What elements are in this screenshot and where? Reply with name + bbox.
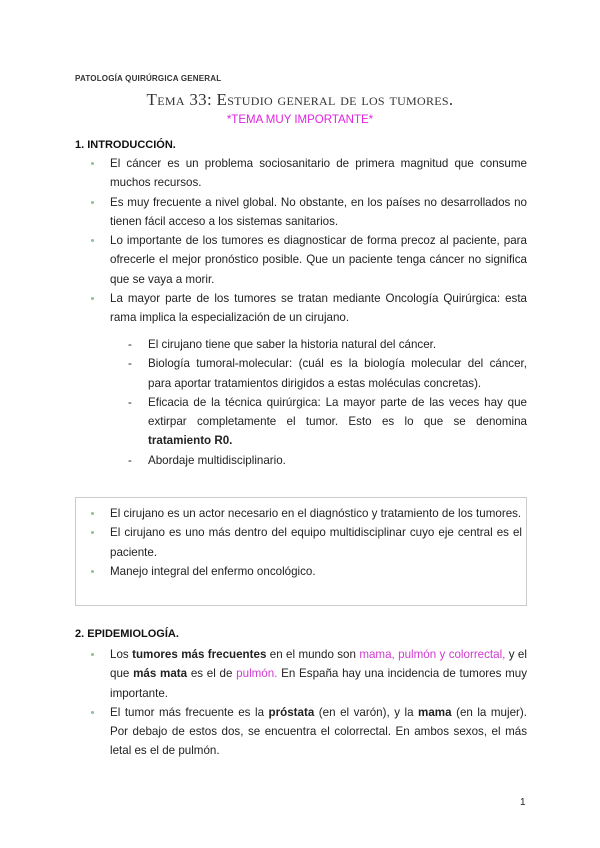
- bold-text: tratamiento R0.: [148, 434, 233, 448]
- sub-list: [128, 335, 527, 470]
- list-item: - Abordaje multidisciplinario.: [128, 451, 527, 470]
- list-item: El cirujano es uno más dentro del equipo multidisciplinar cuyo eje central es el paciente.: [90, 523, 522, 562]
- text: En España hay una incidencia de tumores muy importante.: [110, 667, 527, 700]
- highlight-text: pulmón.: [236, 667, 278, 681]
- list-item: - Biología tumoral-molecular: (cuál es la biología molecular del cáncer, para aportar tratamientos dirigidos a estas moléculas concretas).: [128, 354, 527, 393]
- bold-text: mama: [418, 705, 452, 719]
- subtitle: *TEMA MUY IMPORTANTE*: [226, 114, 374, 126]
- text: (en la mujer). Por debajo de estos dos, se encuentra el colorrectal. En ambos sexos, el más letal es el de pulmón.: [110, 705, 527, 758]
- text: y el que: [110, 648, 527, 681]
- list-item: Manejo integral del enfermo oncológico.: [90, 562, 522, 581]
- highlight-text: mama, pulmón y colorrectal,: [359, 648, 506, 661]
- summary-box: [75, 497, 527, 606]
- bullet-list: [90, 154, 527, 328]
- document-title: Tema 33: Estudio general de los tumores.: [146, 90, 454, 109]
- list-item: [90, 645, 527, 703]
- text: Los: [110, 648, 129, 661]
- list-item: El cáncer es un problema sociosanitario de primera magnitud que consume muchos recursos.: [90, 154, 527, 193]
- text: El tumor más frecuente es la: [110, 705, 265, 719]
- list-item: [90, 703, 527, 761]
- section-heading: 1. INTRODUCCIÓN.: [75, 139, 176, 151]
- list-item: [128, 393, 527, 451]
- list-item: Es muy frecuente a nivel global. No obstante, en los países no desarrollados no tienen fácil acceso a los sistemas sanitarios.: [90, 193, 527, 232]
- text: Eficacia de la técnica quirúrgica: La mayor parte de las veces hay que extirpar completamente el tumor. Esto es lo que se denomina: [148, 395, 527, 429]
- section-heading: 2. EPIDEMIOLOGÍA.: [75, 628, 179, 640]
- bold-text: más mata: [133, 667, 188, 681]
- text: en el mundo son: [269, 648, 356, 661]
- bold-text: próstata: [268, 705, 315, 719]
- list-item: La mayor parte de los tumores se tratan mediante Oncología Quirúrgica: esta rama implica la especialización de un cirujano.: [90, 289, 527, 328]
- list-item: El cirujano es un actor necesario en el diagnóstico y tratamiento de los tumores.: [90, 504, 522, 523]
- bold-text: tumores más frecuentes: [132, 648, 267, 661]
- text: es el de: [190, 667, 233, 681]
- list-item: Lo importante de los tumores es diagnosticar de forma precoz al paciente, para ofrecerle el mejor pronóstico posible. Que un paciente tenga cáncer no significa que se vaya a morir.: [90, 231, 527, 289]
- box-list: [90, 504, 522, 581]
- list-item: - El cirujano tiene que saber la historia natural del cáncer.: [128, 335, 527, 354]
- bullet-list: [90, 645, 527, 761]
- text: (en el varón), y la: [318, 705, 414, 719]
- page-number: 1: [520, 797, 526, 808]
- running-header: PATOLOGÍA QUIRÚRGICA GENERAL: [75, 74, 222, 83]
